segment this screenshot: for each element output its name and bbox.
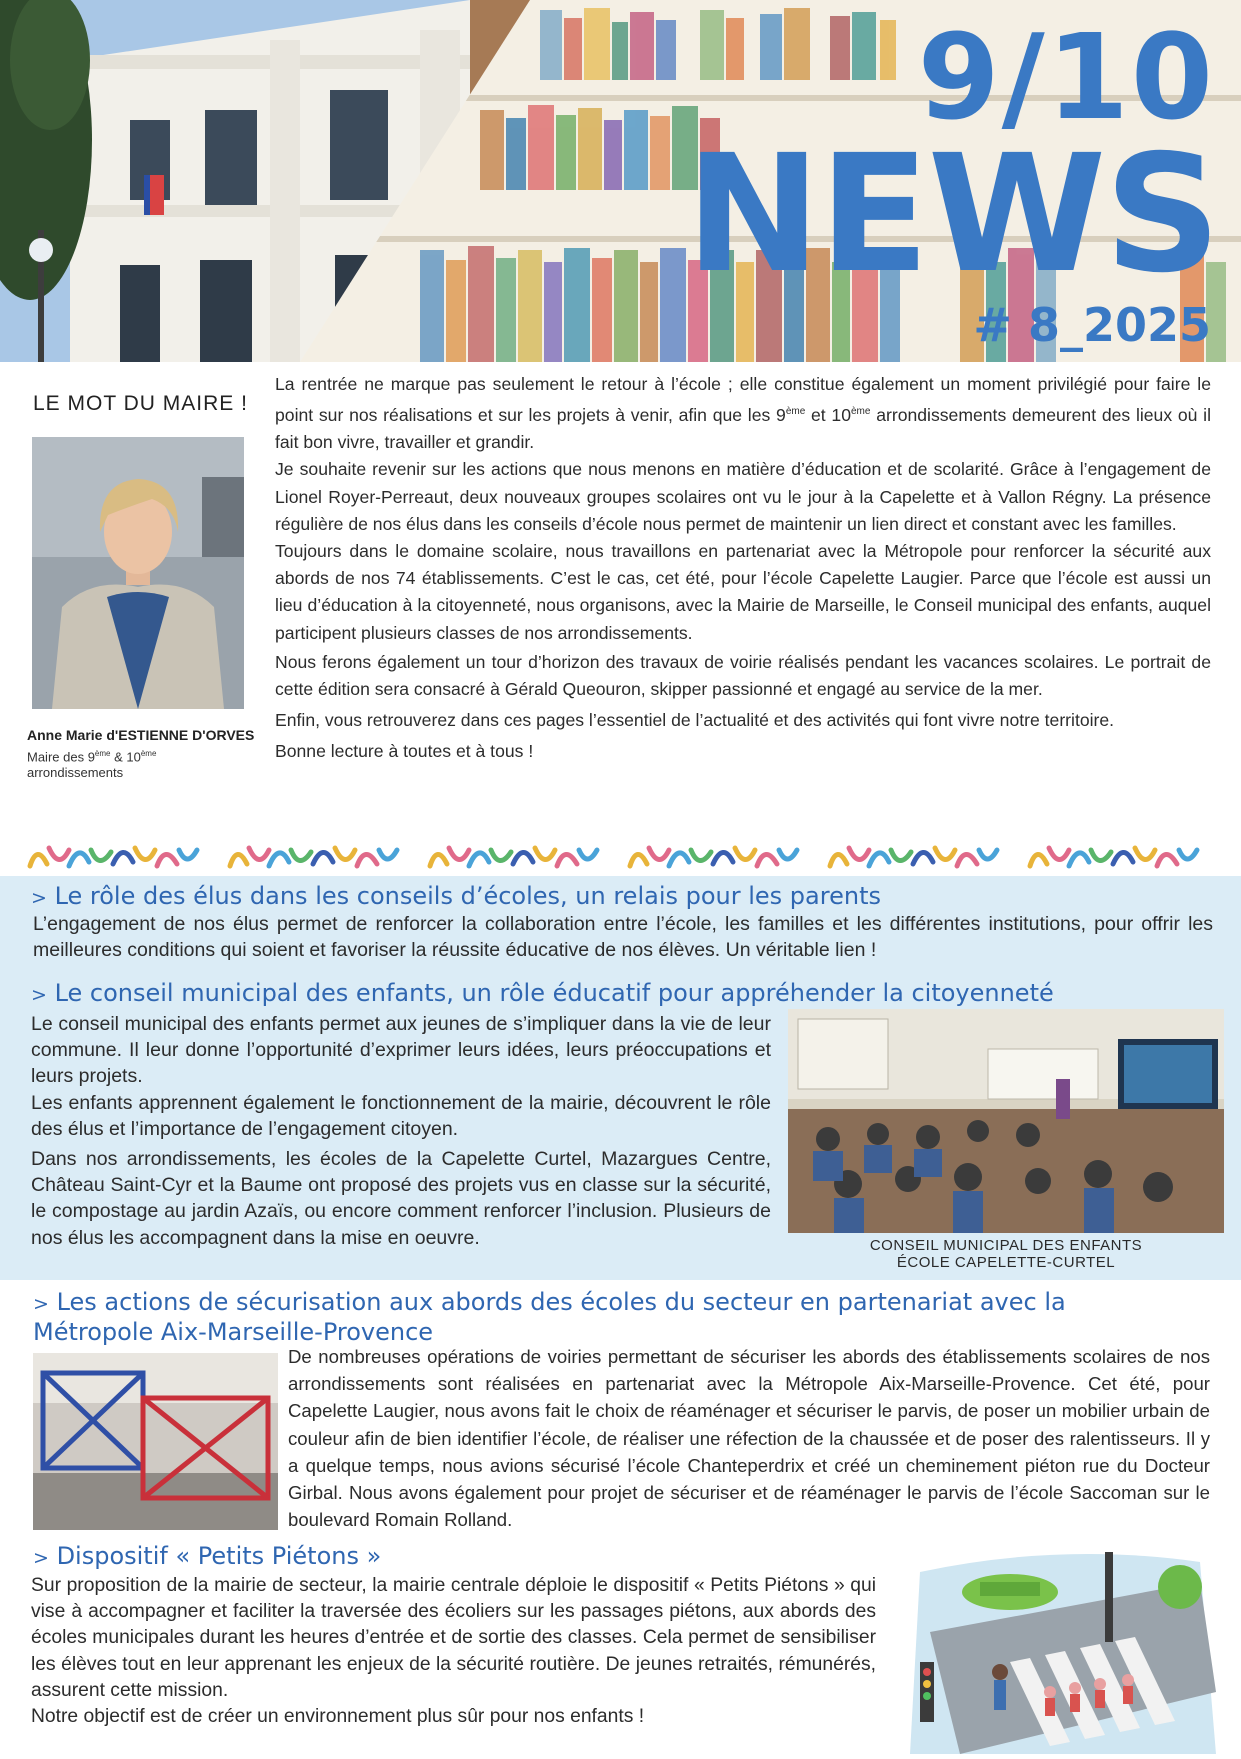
mayor-role: Maire des 9ème & 10ème arrondissements (27, 749, 157, 781)
section-text-elus: L’engagement de nos élus permet de renforcer la collaboration entre l’école, les familles et les différentes institutions, pour offrir les meilleures conditions qui soient et favoriser la réussite éducative de nos élèves. Un véritable lien ! (33, 913, 1213, 962)
classroom-photo (788, 1009, 1224, 1233)
classroom-caption: CONSEIL MUNICIPAL DES ENFANTS ÉCOLE CAPELETTE-CURTEL (869, 1237, 1143, 1271)
books-banner (0, 0, 1241, 362)
edito-paragraph-3: Toujours dans le domaine scolaire, nous travaillons en partenariat avec la Métropole pour renforcer la sécurité aux abords de nos 74 établissements. C’est le cas, cet été, pour l’école Capelette Laugier. Parce que l’école est aussi un lieu d’éducation à la citoyenneté, nous organisons, avec la Mairie de Marseille, le Conseil municipal des enfants, auquel participent plusieurs classes de nos arrondissements. (275, 541, 1211, 643)
edito-paragraph-6: Bonne lecture à toutes et à tous ! (275, 740, 534, 761)
edito-text (275, 371, 1211, 765)
barriers-photo (33, 1353, 278, 1530)
edito-paragraph-2: Je souhaite revenir sur les actions que nous menons en matière d’éducation et de scolarité. Grâce à l’engagement de Lionel Royer-Perreaut, deux nouveaux groupes scolaires ont vu le jour à la Capelette et à Vallon Régny. La présence régulière de nos élus dans les conseils d’école nous permet de maintenir un lien direct et constant avec les familles. (275, 459, 1211, 534)
section-text-securisation: De nombreuses opérations de voiries permettant de sécuriser les abords des établissements scolaires de nos arrondissements sont réalisées en partenariat avec la Métropole Aix-Marseille-Provence. Cet été, pour Capelette Laugier, nous avons fait le choix de réaménager et sécuriser le parvis, de poser un mobilier urbain de couleur afin de bien identifier l’école, de réaliser une réfection de la chaussée et de poser des ralentisseurs. Il y a quelque temps, nous avions sécurisé l’école Chanteperdrix et créé un cheminement piéton rue du Docteur Girbal. Nous avons également pour projet de sécuriser et de réaménager le parvis de l’école Saccoman sur le boulevard Romain Rolland. (288, 1346, 1210, 1531)
section-text-conseil: Le conseil municipal des enfants permet aux jeunes de s’impliquer dans la vie de leur commune. Il leur donne l’opportunité d’exprimer leurs idées, leurs préoccupations et leurs projets. Les enfants apprennent également le fonctionnement de la mairie, découvrent le rôle des élus et l’importance de l’engagement citoyen. Dans nos arrondissements, les écoles de la Capelette Curtel, Mazargues Centre, Château Saint-Cyr et la Baume ont proposé des projets vus en classe sur la sécurité, le compostage au jardin Azaïs, ou encore comment renforcer l’inclusion. Plusieurs de nos élus les accompagnent dans la mise en oeuvre. (31, 1013, 771, 1249)
masthead-title: NEWS (685, 121, 1219, 309)
masthead-number: 9/10 (917, 8, 1215, 146)
section-title-conseil: > Le conseil municipal des enfants, un rôle éducatif pour appréhender la citoyenneté (31, 979, 1054, 1007)
edito-paragraph-5: Enfin, vous retrouverez dans ces pages l’essentiel de l’actualité et des activités qui font vivre notre territoire. (275, 710, 1115, 731)
mayor-name: Anne Marie d'ESTIENNE D'ORVES (27, 727, 255, 743)
section-title-elus: > Le rôle des élus dans les conseils d’écoles, un relais pour les parents (31, 882, 881, 910)
section-title-pietons: > Dispositif « Petits Piétons » (33, 1542, 382, 1570)
decorative-strip (25, 836, 1215, 876)
edito-heading: LE MOT DU MAIRE ! (33, 392, 248, 415)
pedestrian-crossing-illustration (900, 1542, 1216, 1754)
section-title-securisation: > Les actions de sécurisation aux abords des écoles du secteur en partenariat avec la Métropole Aix-Marseille-Provence (33, 1288, 1066, 1346)
mayor-portrait (32, 437, 244, 709)
issue-number: # 8_2025 (973, 298, 1211, 352)
section-text-pietons: Sur proposition de la mairie de secteur, la mairie centrale déploie le dispositif « Petits Piétons » qui vise à accompagner et faciliter la traversée des écoliers sur les passages piétons, aux abords des écoles municipales durant les heures d’entrée et de sortie des classes. Cela permet de sensibiliser les élèves tout en leur apprenant les enjeux de la sécurité routière. De jeunes retraités, rémunérés, assurent cette mission. Notre objectif est de créer un environnement plus sûr pour nos enfants ! (31, 1575, 876, 1728)
edito-paragraph-4: Nous ferons également un tour d’horizon des travaux de voirie réalisés pendant les vacances scolaires. Le portrait de cette édition sera consacré à Gérald Queouron, skipper passionné et engagé au service de la mer. (275, 651, 1211, 700)
edito-paragraph-1: La rentrée ne marque pas seulement le retour à l’école ; elle constitue également un moment privilégié pour faire le point sur nos réalisations et sur les projets à venir, afin que les 9ème et 10ème arrondissements demeurent des lieux où il fait bon vivre, travailler et grandir. (275, 374, 1211, 453)
